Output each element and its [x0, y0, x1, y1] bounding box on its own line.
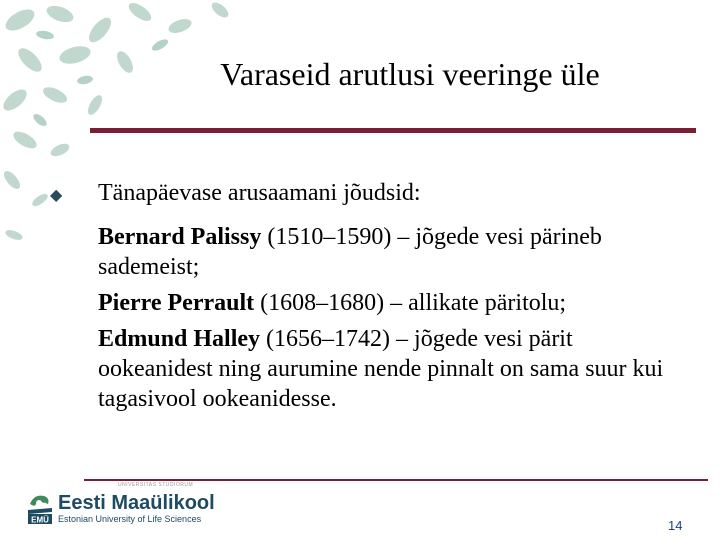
title-divider — [90, 128, 696, 133]
person-entry-halley — [48, 324, 688, 414]
person-entry-perrault — [48, 288, 688, 318]
footer-divider — [84, 479, 708, 481]
person-description: (1510–1590) – jõgede vesi pärineb sademeist; — [98, 224, 602, 280]
person-entry-palissy — [48, 222, 688, 282]
diamond-bullet-icon: ◆ — [50, 185, 63, 204]
slide-title: Varaseid arutlusi veeringe üle — [220, 56, 600, 92]
logo-motto: UNIVERSITAS STUDIORUM — [118, 482, 194, 488]
bullet-item — [48, 178, 688, 208]
person-description: (1608–1680) – allikate päritolu; — [254, 290, 567, 316]
bullet-text: Tänapäevase arusaamani jõudsid: — [98, 180, 421, 206]
page-number: 14 — [668, 518, 683, 533]
person-name: Pierre Perrault — [98, 290, 255, 316]
logo-university-subtitle: Estonian University of Life Sciences — [58, 514, 202, 524]
logo-abbreviation: EMÜ — [31, 515, 49, 525]
person-description: (1656–1742) – jõgede vesi pärit ookeanidest ning aurumine nende pinnalt on sama suur kui tagasivool ookeanidesse. — [98, 326, 664, 412]
person-name: Bernard Palissy — [98, 224, 262, 250]
logo-university-name: Eesti Maaülikool — [58, 492, 215, 514]
person-name: Edmund Halley — [98, 326, 261, 352]
slide-body — [48, 178, 688, 420]
